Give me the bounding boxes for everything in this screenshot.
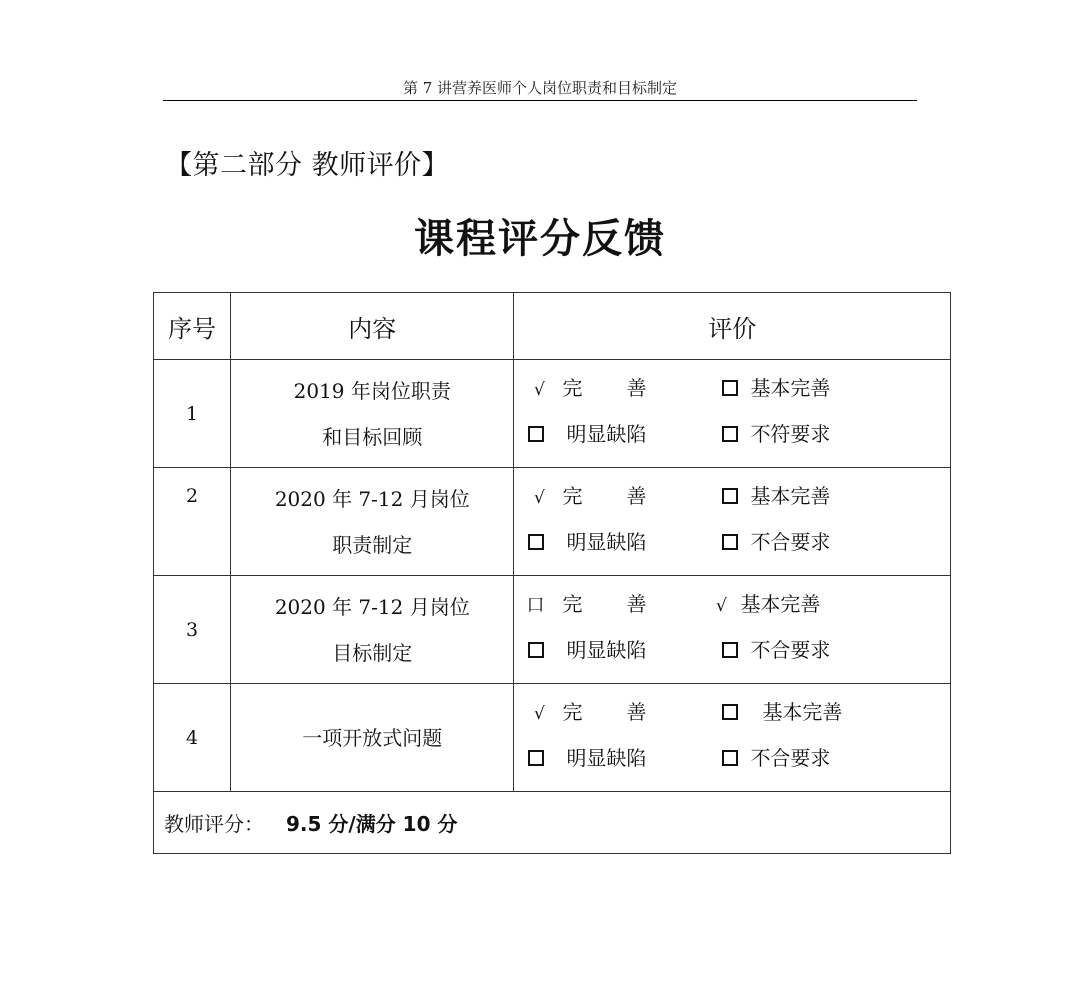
option-label: 基本完善 xyxy=(762,700,843,724)
option-label: 明显缺陷 xyxy=(566,530,647,554)
row-evaluation xyxy=(514,576,951,684)
option-perfect[interactable] xyxy=(524,592,646,618)
option-label: 基本完善 xyxy=(740,592,821,616)
row-content xyxy=(231,468,514,576)
checkbox-empty-icon xyxy=(722,426,738,442)
option-label: 不符要求 xyxy=(750,422,831,446)
option-label: 基本完善 xyxy=(750,484,831,508)
option-defect[interactable] xyxy=(526,746,646,770)
checkbox-empty-icon xyxy=(722,750,738,766)
header-divider xyxy=(163,100,917,101)
table-row xyxy=(154,360,951,468)
option-label: 不合要求 xyxy=(750,530,831,554)
section-title: 【第二部分 教师评价】 xyxy=(165,150,450,181)
table-header-row xyxy=(154,293,951,360)
check-mark-icon: √ xyxy=(534,704,545,724)
checkbox-empty-icon xyxy=(528,750,544,766)
score-cell xyxy=(154,792,951,854)
option-label: 基本完善 xyxy=(750,376,831,400)
table-row xyxy=(154,684,951,792)
option-label: 明显缺陷 xyxy=(566,746,647,770)
row-evaluation xyxy=(514,468,951,576)
check-mark-icon: √ xyxy=(716,596,727,616)
row-content xyxy=(231,576,514,684)
table-row xyxy=(154,468,951,576)
score-row xyxy=(154,792,951,854)
header-eval: 评价 xyxy=(514,293,951,360)
checkbox-empty-icon xyxy=(722,488,738,504)
option-label-wan: 完 xyxy=(562,592,583,616)
row-seq: 4 xyxy=(154,684,231,792)
row-seq: 3 xyxy=(154,576,231,684)
row-content-line: 2020 年 7-12 月岗位 xyxy=(274,486,470,511)
header-content: 内容 xyxy=(231,293,514,360)
header-seq: 序号 xyxy=(154,293,231,360)
option-label-shan: 善 xyxy=(626,484,647,508)
option-fail[interactable] xyxy=(720,638,830,662)
option-perfect[interactable] xyxy=(528,484,646,510)
option-label-wan: 完 xyxy=(562,376,583,400)
checkbox-empty-icon xyxy=(722,380,738,396)
option-fail[interactable] xyxy=(720,530,830,554)
checkbox-empty-icon xyxy=(528,642,544,658)
row-evaluation xyxy=(514,684,951,792)
checkbox-outline-icon: 口 xyxy=(526,595,545,616)
option-label-shan: 善 xyxy=(626,592,647,616)
checkbox-empty-icon xyxy=(722,534,738,550)
row-evaluation xyxy=(514,360,951,468)
option-label-wan: 完 xyxy=(562,700,583,724)
score-label: 教师评分： xyxy=(164,812,264,836)
row-content-line: 和目标回顾 xyxy=(322,424,423,449)
option-basic[interactable] xyxy=(720,484,830,508)
checkbox-empty-icon xyxy=(528,426,544,442)
option-basic[interactable] xyxy=(710,592,820,618)
row-seq: 2 xyxy=(154,468,231,576)
row-content xyxy=(231,360,514,468)
option-label: 明显缺陷 xyxy=(566,422,647,446)
row-content-line: 目标制定 xyxy=(332,640,413,665)
check-mark-icon: √ xyxy=(534,380,545,400)
option-defect[interactable] xyxy=(526,638,646,662)
option-perfect[interactable] xyxy=(528,376,646,402)
row-content xyxy=(231,684,514,792)
check-mark-icon: √ xyxy=(534,488,545,508)
option-label: 明显缺陷 xyxy=(566,638,647,662)
option-defect[interactable] xyxy=(526,422,646,446)
option-label: 不合要求 xyxy=(750,746,831,770)
main-title: 课程评分反馈 xyxy=(414,216,666,262)
option-label-shan: 善 xyxy=(626,376,647,400)
checkbox-empty-icon xyxy=(722,642,738,658)
option-defect[interactable] xyxy=(526,530,646,554)
checkbox-empty-icon xyxy=(528,534,544,550)
option-label: 不合要求 xyxy=(750,638,831,662)
row-content-line: 职责制定 xyxy=(332,532,413,557)
row-seq: 1 xyxy=(154,360,231,468)
checkbox-empty-icon xyxy=(722,704,738,720)
option-label-wan: 完 xyxy=(562,484,583,508)
option-fail[interactable] xyxy=(720,746,830,770)
rating-table xyxy=(153,292,951,854)
table-row xyxy=(154,576,951,684)
score-value: 9.5 分/满分 10 分 xyxy=(286,812,458,836)
running-header: 第 7 讲营养医师个人岗位职责和目标制定 xyxy=(402,79,678,97)
row-content-line: 一项开放式问题 xyxy=(302,725,443,750)
option-basic[interactable] xyxy=(720,376,830,400)
option-perfect[interactable] xyxy=(528,700,646,726)
row-content-line: 2019 年岗位职责 xyxy=(293,378,451,403)
option-fail[interactable] xyxy=(720,422,830,446)
option-basic[interactable] xyxy=(720,700,842,724)
option-label-shan: 善 xyxy=(626,700,647,724)
row-content-line: 2020 年 7-12 月岗位 xyxy=(274,594,470,619)
